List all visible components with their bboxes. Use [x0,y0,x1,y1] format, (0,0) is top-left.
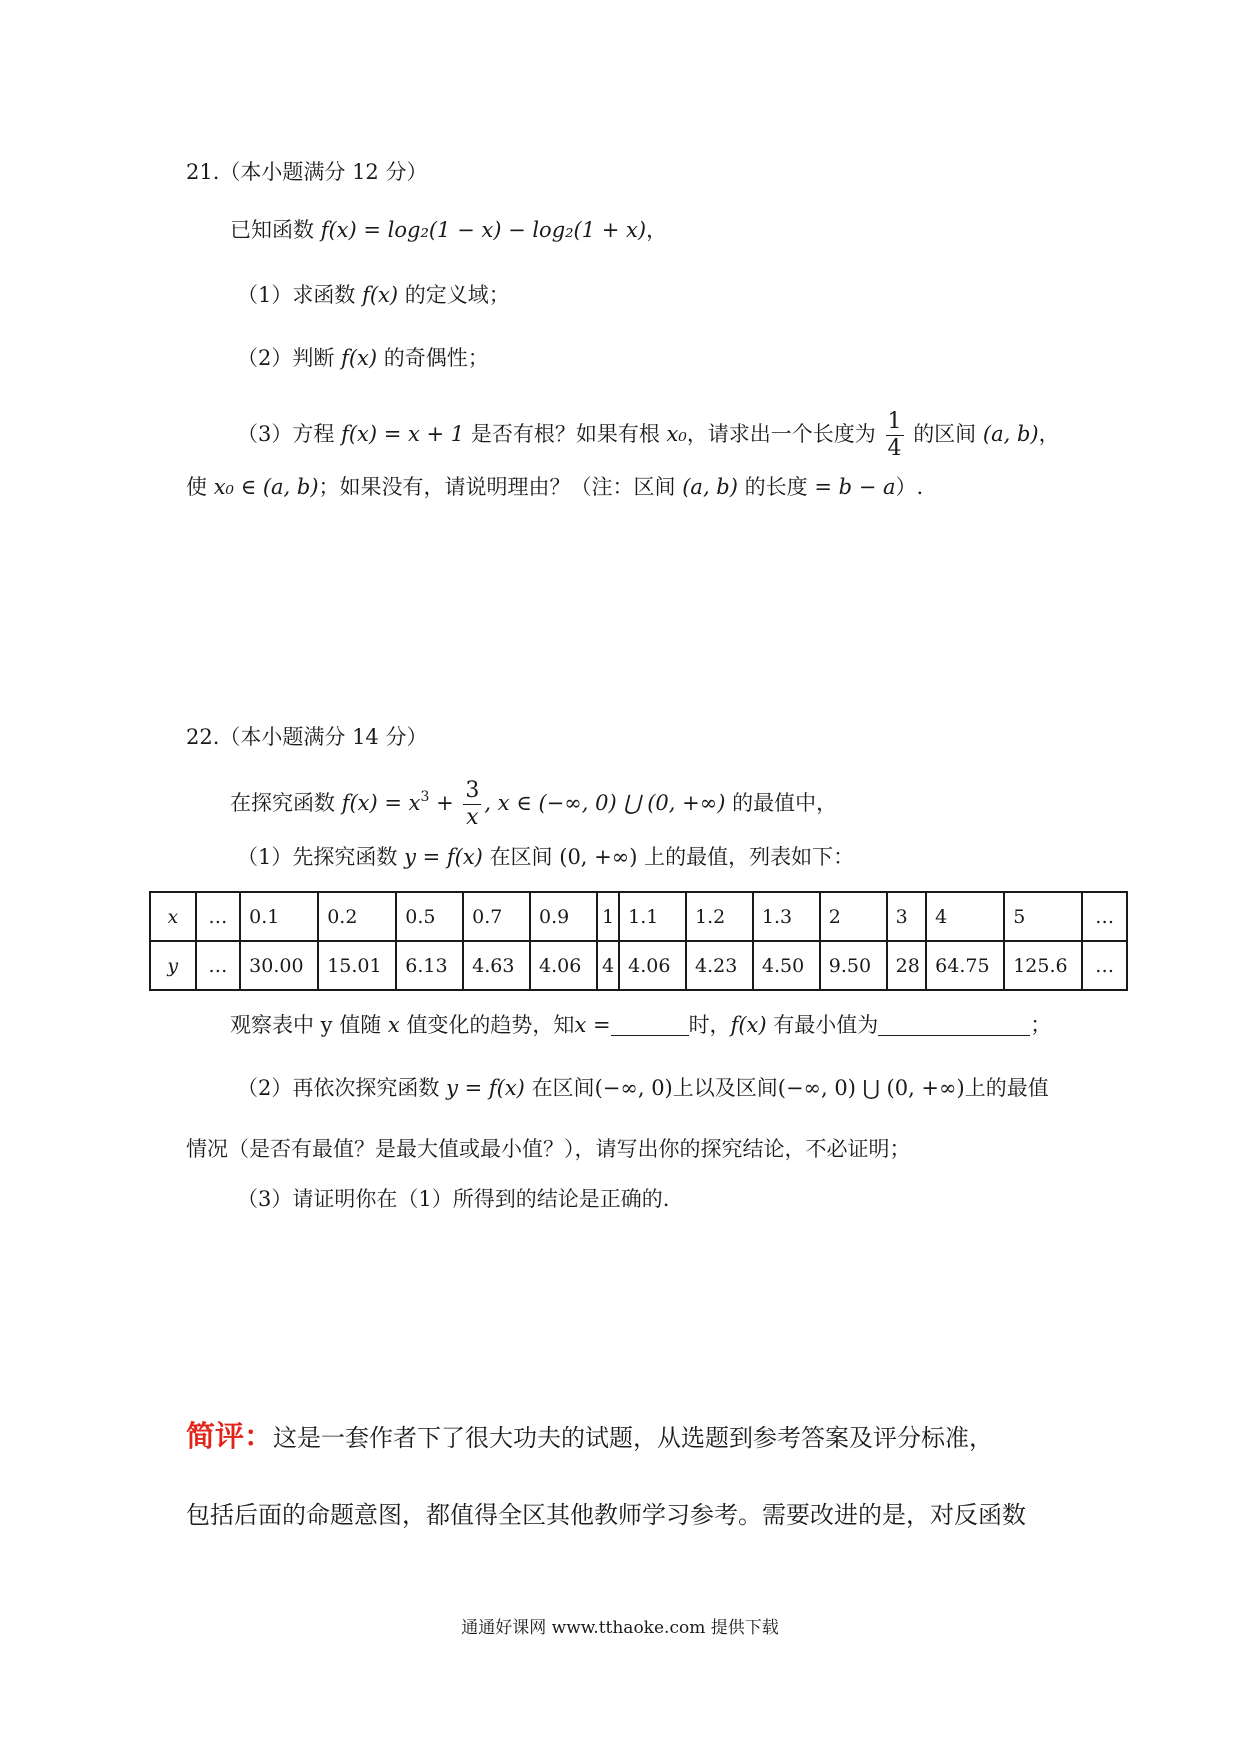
q22-part3: （3）请证明你在（1）所得到的结论是正确的. [237,1187,670,1211]
q22-part2-formula: y = f(x) [446,1076,525,1100]
answer-blank-x[interactable] [611,1013,689,1036]
review-comment [186,1418,993,1456]
q21-part1 [237,280,510,310]
q22-part2-interval2: (−∞, 0) ⋃ (0, +∞) [777,1076,965,1100]
table-cell: 4 [597,941,619,990]
three-over-x-fraction [463,780,481,829]
table-cell: … [196,941,241,990]
q22-part1-text2: 在区间 [489,845,553,869]
value-table [149,891,1128,991]
table-cell: 0.9 [530,892,597,941]
table-cell: … [1082,941,1127,990]
table-cell: … [196,892,241,941]
q21-note-interval: (a, b) [682,475,738,499]
table-cell: 0.7 [463,892,530,941]
q21-root-symbol: x₀ [666,422,687,446]
table-cell: 5 [1004,892,1082,941]
review-line-1 [186,1418,993,1456]
q22-obs-text2: 值变化的趋势，知 [406,1013,575,1037]
q21-header: 21.（本小题满分 12 分） [186,160,428,184]
fraction-numerator: 3 [465,778,480,803]
table-cell: 4.06 [619,941,686,990]
q21-part2-text: （2）判断 [237,346,335,370]
q21-line2-text: 使 [186,475,207,499]
q21-function-formula: f(x) = log₂(1 − x) − log₂(1 + x) [320,218,647,242]
table-cell: 4.50 [753,941,820,990]
q22-part1-text: （1）先探究函数 [237,845,398,869]
q22-obs-fx: f(x) [730,1013,767,1037]
q22-obs-text4: 有最小值为 [773,1013,879,1037]
table-cell: 1.3 [753,892,820,941]
table-row-x [150,892,1127,941]
table-cell: 15.01 [318,941,396,990]
q22-obs-x: x [387,1013,400,1037]
q21-intro-text: 已知函数 [230,218,314,242]
one-quarter-fraction [886,411,904,460]
q22-obs-end: ； [1030,1013,1052,1037]
q22-observation [230,1010,1051,1040]
q21-line2-text3: 的长度 [744,475,808,499]
q22-part1 [237,842,854,872]
q21-part3-text2: 是否有根？如果有根 [470,422,660,446]
review-line-2: 包括后面的命题意图，都值得全区其他教师学习参考。需要改进的是，对反函数 [186,1501,1026,1529]
q22-part2-text3: 上以及区间 [672,1076,778,1100]
table-cell: 4.06 [530,941,597,990]
q22-intro [230,766,837,834]
table-cell: 0.1 [240,892,318,941]
q21-part3-text3: ，请求出一个长度为 [686,422,876,446]
q22-obs-text3: 时， [688,1013,731,1037]
plus-sign: + [429,791,454,815]
q21-part2-formula: f(x) [341,346,378,370]
fraction-denominator: 4 [887,436,902,461]
q21-part1-text: （1）求函数 [237,283,356,307]
q22-part2 [237,1073,1049,1103]
table-row-y [150,941,1127,990]
q22-part2-end: 上的最值 [964,1076,1049,1100]
table-cell: 4.63 [463,941,530,990]
q22-part2-text: （2）再依次探究函数 [237,1076,440,1100]
q21-line2-end: ）. [895,475,924,499]
q21-part3-text4: 的区间 [913,422,977,446]
q21-part1-formula: f(x) [362,283,399,307]
table-cell: 1 [597,892,619,941]
table-cell: 0.2 [318,892,396,941]
review-tag: 简评： [186,1419,274,1453]
q21-membership-formula: x₀ ∈ (a, b) [213,475,319,499]
q21-interval: (a, b) [982,422,1039,446]
cube-exponent: 3 [420,789,430,805]
q21-length-formula: = b − a [814,475,896,499]
fraction-denominator: x [466,805,479,830]
table-cell: 125.6 [1004,941,1082,990]
y-header-cell: y [150,941,196,990]
q22-part2-text2: 在区间 [531,1076,595,1100]
table-cell: 4 [926,892,1004,941]
table-cell: 3 [887,892,927,941]
q22-intro-text: 在探究函数 [230,791,335,815]
q22-part1-formula: y = f(x) [404,845,483,869]
q22-part1-end: 上的最值，列表如下： [644,845,855,869]
q21-intro-punct: ， [646,218,668,242]
q22-part2-line2: 情况（是否有最值？是最大值或最小值？），请写出你的探究结论，不必证明； [186,1137,911,1161]
table-cell: 1.2 [686,892,753,941]
q21-part1-end: 的定义域； [404,283,510,307]
q22-obs-x-eq: x = [574,1013,611,1037]
q21-intro [230,215,667,245]
table-cell: 6.13 [396,941,463,990]
q21-part3 [237,404,1060,464]
q22-part1-interval: (0, +∞) [559,845,638,869]
table-cell: 0.5 [396,892,463,941]
table-cell: 4.23 [686,941,753,990]
fraction-numerator: 1 [887,409,902,434]
table-cell: 30.00 [240,941,318,990]
table-cell: 28 [887,941,927,990]
x-header-cell: x [150,892,196,941]
answer-blank-min-value[interactable] [878,1013,1030,1036]
q22-part2-interval1: (−∞, 0) [594,1076,673,1100]
q21-part2-end: 的奇偶性； [383,346,489,370]
q22-domain-formula: , x ∈ (−∞, 0) ⋃ (0, +∞) [484,791,726,815]
q22-intro-end: 的最值中， [732,791,838,815]
q21-part3-comma: ， [1038,422,1060,446]
table-cell: … [1082,892,1127,941]
table-cell: 9.50 [820,941,887,990]
q22-header: 22.（本小题满分 14 分） [186,725,428,749]
q22-function-formula-a: f(x) = x [341,791,421,815]
q22-obs-text: 观察表中 y 值随 [230,1013,382,1037]
review-text-1: 这是一套作者下了很大功夫的试题，从选题到参考答案及评分标准， [273,1424,994,1452]
q21-part3-equation: f(x) = x + 1 [341,422,465,446]
page-footer: 通通好课网 www.tthaoke.com 提供下载 [461,1618,779,1638]
table-cell: 2 [820,892,887,941]
q21-part2 [237,343,489,373]
table-cell: 64.75 [926,941,1004,990]
q21-part3-line2 [186,472,923,502]
table-cell: 1.1 [619,892,686,941]
q21-line2-text2: ；如果没有，请说明理由？（注：区间 [318,475,676,499]
q21-part3-text: （3）方程 [237,422,335,446]
